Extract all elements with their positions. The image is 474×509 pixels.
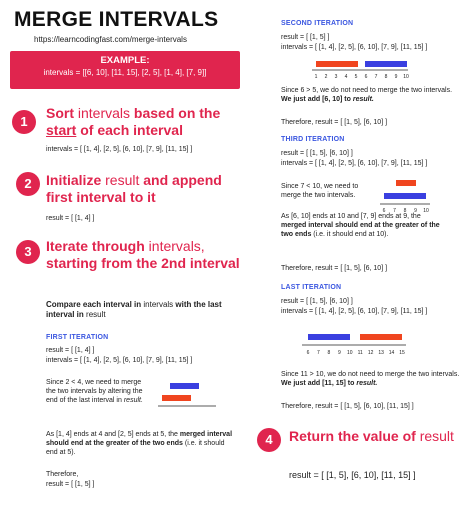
last-p1 bbox=[281, 370, 461, 388]
tick-label: 10 bbox=[423, 208, 429, 214]
second-intervals: intervals = [ [1, 4], [2, 5], [6, 10], [7, 9], [11, 15] ] bbox=[281, 44, 428, 51]
last-p2: Therefore, result = [ [1, 5], [6, 10], [11, 15] ] bbox=[281, 403, 414, 410]
second-iteration-label: SECOND ITERATION bbox=[281, 20, 354, 27]
first-p2-a: As [1, 4] ends at 4 and [2, 5] ends at 5, the bbox=[46, 431, 178, 438]
third-p1: Since 7 < 10, we need to merge the two intervals. bbox=[281, 183, 359, 199]
tick-label: 6 bbox=[382, 208, 386, 214]
second-result: result = [ [1, 5] ] bbox=[281, 34, 330, 41]
third-p2-c: (i.e. it should end at 10). bbox=[313, 231, 389, 238]
tick-label: 6 bbox=[306, 350, 310, 356]
compare-a: Compare each interval in bbox=[46, 300, 142, 309]
step-1-heading bbox=[46, 105, 246, 139]
step-2-word-b: result bbox=[105, 172, 140, 188]
last-iteration-label: LAST ITERATION bbox=[281, 284, 342, 291]
example-box bbox=[10, 51, 240, 89]
step-1-word-a: Sort bbox=[46, 105, 74, 121]
tick-label: 7 bbox=[317, 350, 320, 356]
step-2-word-a: Initialize bbox=[46, 172, 102, 188]
second-p1-text: Since 6 > 5, we do not need to merge the two intervals. bbox=[281, 87, 453, 94]
first-p3-result: result = [ [1, 5] ] bbox=[46, 481, 95, 488]
tick-label: 11 bbox=[357, 350, 363, 356]
second-p1-c: result. bbox=[352, 96, 374, 103]
tick-label: 13 bbox=[378, 350, 384, 356]
tick-label: 14 bbox=[388, 350, 395, 356]
tick-label: 15 bbox=[399, 350, 405, 356]
interval-bar-2-5 bbox=[162, 395, 191, 401]
last-result: result = [ [1, 5], [6, 10] ] bbox=[281, 298, 353, 305]
third-iteration-label: THIRD ITERATION bbox=[281, 136, 345, 143]
step-3-heading bbox=[46, 238, 246, 272]
second-p1-b: We just add [6, 10] to bbox=[281, 96, 351, 103]
tick-label: 7 bbox=[393, 208, 396, 214]
tick-label: 10 bbox=[346, 350, 353, 356]
first-p1-text: Since 2 < 4, we need to merge the two intervals by altering the end of the last interval in bbox=[46, 379, 143, 404]
third-p2 bbox=[281, 212, 441, 239]
page-title: MERGE INTERVALS bbox=[14, 8, 219, 31]
second-p1 bbox=[281, 86, 461, 104]
step-1-word-b: intervals bbox=[77, 105, 131, 121]
step-4-word-b: result bbox=[419, 428, 454, 444]
tick-label: 10 bbox=[403, 74, 409, 80]
third-result: result = [ [1, 5], [6, 10] ] bbox=[281, 150, 353, 157]
step-2-number: 2 bbox=[16, 172, 40, 196]
tick-label: 8 bbox=[403, 208, 407, 214]
step-2-result: result = [ [1, 4] ] bbox=[46, 215, 95, 222]
first-p1 bbox=[46, 378, 151, 405]
step-4-word-a: Return the value of bbox=[289, 428, 416, 444]
first-iteration-diagram bbox=[158, 380, 218, 410]
step-2-word-c: and bbox=[143, 172, 169, 188]
tick-label: 3 bbox=[334, 74, 338, 80]
last-p1-c: result. bbox=[356, 380, 378, 387]
step-1-sorted-intervals bbox=[46, 146, 192, 153]
step-2-word-d: append first interval to it bbox=[46, 172, 222, 205]
interval-bar-1-5 bbox=[316, 61, 358, 67]
tick-label: 9 bbox=[337, 350, 341, 356]
tick-label: 2 bbox=[324, 74, 328, 80]
interval-bar-6-10 bbox=[308, 334, 350, 340]
step-1-word-e: of each interval bbox=[80, 122, 183, 138]
interval-bar-1-4 bbox=[170, 383, 199, 389]
third-p3: Therefore, result = [ [1, 5], [6, 10] ] bbox=[281, 265, 388, 272]
step-3-word-c: starting from the 2nd interval bbox=[46, 255, 240, 271]
first-p2 bbox=[46, 430, 236, 457]
step-1-number: 1 bbox=[12, 110, 36, 134]
tick-label: 4 bbox=[344, 74, 348, 80]
step-4-heading bbox=[289, 428, 464, 445]
last-intervals: intervals = [ [1, 4], [2, 5], [6, 10], [7, 9], [11, 15] ] bbox=[281, 308, 428, 315]
step-1-word-c: based on the bbox=[133, 105, 221, 121]
compare-c: with the last interval in bbox=[46, 300, 222, 319]
step-3-word-a: Iterate through bbox=[46, 238, 145, 254]
tick-label: 5 bbox=[354, 74, 358, 80]
second-iteration-diagram bbox=[310, 58, 410, 82]
compare-b: intervals bbox=[143, 300, 174, 309]
tick-label: 8 bbox=[327, 350, 331, 356]
first-iteration-label: FIRST ITERATION bbox=[46, 334, 109, 341]
step-3-word-b: intervals, bbox=[148, 238, 205, 254]
interval-bar-7-9 bbox=[396, 180, 416, 186]
first-p2-b: merged interval should end at the greater of the two ends bbox=[46, 431, 233, 447]
first-result: result = [ [1, 4] ] bbox=[46, 347, 95, 354]
step-3-compare bbox=[46, 300, 236, 320]
first-p1-end: result. bbox=[123, 397, 143, 404]
step-2-heading bbox=[46, 172, 246, 206]
first-p2-c: (i.e. it should end at 5). bbox=[46, 440, 225, 456]
final-result: result = [ [1, 5], [6, 10], [11, 15] ] bbox=[289, 470, 416, 480]
interval-bar-6-10 bbox=[384, 193, 426, 199]
last-iteration-diagram bbox=[300, 330, 410, 360]
step-4-number: 4 bbox=[257, 428, 281, 452]
first-p3: Therefore, bbox=[46, 471, 79, 478]
source-url[interactable]: https://learncodingfast.com/merge-intervals bbox=[34, 35, 187, 44]
sorted-intervals-text: intervals = [ [1, 4], [2, 5], [6, 10], [7, 9], [11, 15] ] bbox=[46, 146, 193, 153]
third-intervals: intervals = [ [1, 4], [2, 5], [6, 10], [7, 9], [11, 15] ] bbox=[281, 160, 428, 167]
step-1-word-d: start bbox=[46, 122, 77, 138]
tick-label: 9 bbox=[394, 74, 398, 80]
tick-label: 12 bbox=[367, 350, 374, 356]
example-heading: EXAMPLE: bbox=[100, 55, 150, 66]
last-p1-b: We just add [11, 15] to bbox=[281, 380, 355, 387]
example-intervals: intervals = [[6, 10], [11, 15], [2, 5], [1, 4], [7, 9]] bbox=[43, 68, 207, 77]
second-p2: Therefore, result = [ [1, 5], [6, 10] ] bbox=[281, 119, 388, 126]
compare-d: result bbox=[86, 310, 106, 319]
tick-label: 9 bbox=[414, 208, 417, 214]
tick-label: 7 bbox=[374, 74, 378, 80]
tick-label: 6 bbox=[364, 74, 368, 80]
step-3-number: 3 bbox=[16, 240, 40, 264]
interval-bar-11-15 bbox=[360, 334, 402, 340]
tick-label: 1 bbox=[314, 74, 318, 80]
last-p1-text: Since 11 > 10, we do not need to merge the two intervals. bbox=[281, 371, 460, 378]
third-p2-b: merged interval should end at the greater of the two ends bbox=[281, 222, 440, 238]
tick-label: 8 bbox=[384, 74, 388, 80]
first-intervals: intervals = [ [1, 4], [2, 5], [6, 10], [7, 9], [11, 15] ] bbox=[46, 357, 193, 364]
third-p2-a: As [6, 10] ends at 10 and [7, 9] ends at 9, the bbox=[281, 213, 421, 220]
interval-bar-6-10 bbox=[365, 61, 407, 67]
